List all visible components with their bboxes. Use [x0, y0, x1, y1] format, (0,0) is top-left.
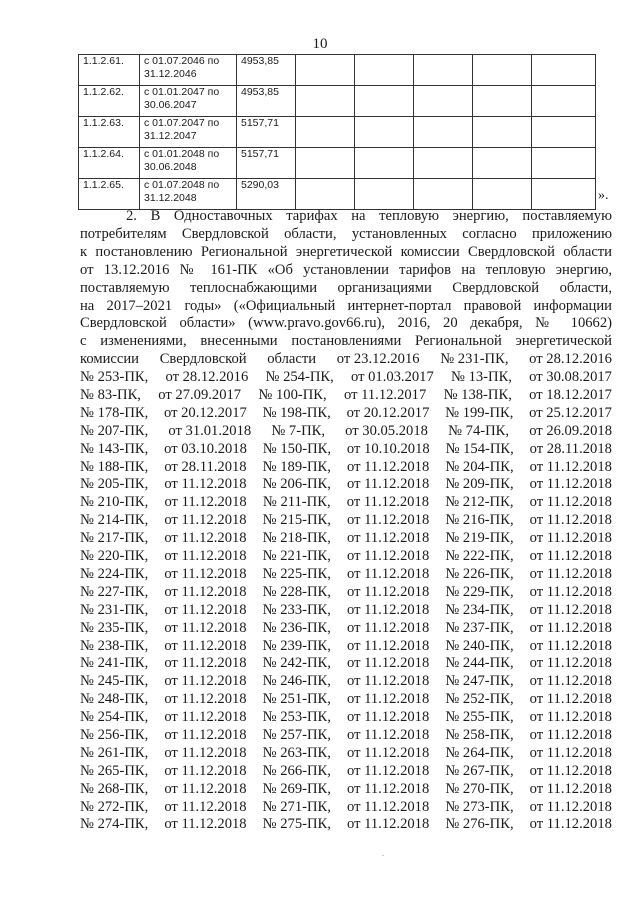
resolution-date: от 11.12.2018	[347, 762, 430, 779]
reference-row	[80, 816, 612, 834]
resolution-date: от 11.12.2018	[346, 494, 430, 511]
reference-row	[80, 512, 612, 530]
ref-token: комиссии	[80, 351, 139, 368]
row-period	[140, 55, 237, 86]
resolution-date: от 11.12.2018	[347, 458, 430, 475]
resolution-number: № 188-ПК,	[80, 458, 149, 475]
reference-row	[80, 566, 612, 584]
table-row	[79, 86, 596, 117]
resolution-number: № 189-ПК,	[262, 458, 331, 475]
resolution-date: от 11.12.2018	[347, 709, 430, 726]
resolution-number: № 256-ПК,	[80, 726, 149, 743]
row-number: 1.1.2.64.	[79, 148, 140, 179]
resolution-number: № 204-ПК,	[445, 458, 514, 475]
tariff-table-body	[79, 55, 596, 210]
resolution-number: № 206-ПК,	[262, 476, 331, 493]
reference-row	[80, 530, 612, 548]
resolution-date: от 11.12.2018	[164, 691, 247, 708]
resolution-number: № 240-ПК,	[445, 637, 514, 654]
resolution-number: № 212-ПК,	[445, 494, 514, 511]
resolution-number: № 226-ПК,	[445, 565, 514, 582]
resolution-date: от 11.12.2018	[164, 637, 247, 654]
period-start: с 01.01.2048 по	[144, 148, 220, 160]
empty-cell	[355, 117, 414, 148]
empty-cell	[296, 86, 355, 117]
resolution-date: от 11.12.2018	[164, 726, 247, 743]
reference-row	[80, 781, 612, 799]
resolution-number: № 218-ПК,	[262, 530, 331, 547]
table-row	[79, 117, 596, 148]
resolution-number: № 254-ПК,	[265, 369, 334, 386]
empty-cell	[296, 117, 355, 148]
resolution-number: № 221-ПК,	[262, 548, 331, 565]
resolution-date: от 11.12.2018	[164, 583, 247, 600]
resolution-number: № 227-ПК,	[80, 583, 149, 600]
table-row	[79, 179, 596, 210]
resolution-date: от 11.12.2018	[164, 548, 247, 565]
resolution-number: № 205-ПК,	[80, 476, 149, 493]
resolution-date: от 11.12.2018	[529, 816, 612, 833]
resolution-number: № 254-ПК,	[80, 709, 149, 726]
resolution-number: № 222-ПК,	[445, 548, 514, 565]
reference-row	[80, 799, 612, 817]
resolution-number: № 268-ПК,	[80, 780, 149, 797]
reference-row	[80, 655, 612, 673]
row-value: 4953,85	[237, 86, 296, 117]
resolution-number: № 267-ПК,	[445, 762, 514, 779]
resolution-date: от 11.12.2018	[347, 744, 430, 761]
resolution-date: от 11.12.2018	[529, 762, 612, 779]
resolution-date: от 11.12.2018	[529, 673, 612, 690]
resolution-number: № 138-ПК,	[443, 387, 512, 404]
resolution-date: от 20.12.2017	[346, 404, 430, 421]
empty-cell	[414, 179, 473, 210]
resolution-date: от 26.09.2018	[529, 422, 612, 439]
resolution-number: № 274-ПК,	[80, 816, 149, 833]
empty-cell	[532, 86, 596, 117]
resolution-date: от 11.12.2018	[529, 512, 612, 529]
resolution-date: от 25.12.2017	[529, 404, 612, 421]
paragraph-line: к постановлению Региональной энергетической комиссии Свердловской области	[80, 243, 612, 260]
resolution-number: № 207-ПК,	[80, 422, 149, 439]
resolution-number: № 83-ПК,	[80, 387, 141, 404]
ref-token: № 231-ПК,	[440, 351, 509, 368]
paragraph-line: 2. В Одноставочных тарифах на тепловую энергию, поставляемую	[126, 208, 612, 224]
resolution-date: от 11.12.2018	[347, 816, 430, 833]
resolution-number: № 215-ПК,	[262, 512, 331, 529]
empty-cell	[473, 86, 532, 117]
empty-cell	[414, 148, 473, 179]
resolution-number: № 234-ПК,	[445, 601, 514, 618]
empty-cell	[355, 86, 414, 117]
empty-cell	[355, 148, 414, 179]
resolution-number: № 242-ПК,	[262, 655, 331, 672]
paragraph-line: на 2017–2021 годы» («Официальный интернет-портал правовой информации	[80, 297, 612, 314]
reference-row	[80, 387, 612, 405]
resolution-date: от 11.12.2018	[347, 601, 430, 618]
resolution-date: от 11.12.2018	[529, 798, 612, 815]
resolution-number: № 247-ПК,	[445, 673, 514, 690]
resolution-date: от 11.12.2018	[529, 583, 612, 600]
reference-row	[80, 441, 612, 459]
reference-row	[80, 369, 612, 387]
resolution-date: от 11.12.2018	[529, 709, 612, 726]
paragraph-line: с изменениями, внесенными постановлениями Региональной энергетической	[80, 333, 612, 350]
empty-cell	[296, 148, 355, 179]
reference-row	[80, 476, 612, 494]
resolution-date: от 30.05.2018	[345, 422, 428, 439]
empty-cell	[414, 55, 473, 86]
reference-row	[80, 763, 612, 781]
table-row	[79, 55, 596, 86]
empty-cell	[414, 117, 473, 148]
row-number: 1.1.2.61.	[79, 55, 140, 86]
resolution-number: № 251-ПК,	[262, 691, 331, 708]
row-number: 1.1.2.63.	[79, 117, 140, 148]
page-number: 10	[312, 36, 328, 52]
resolution-date: от 11.12.2018	[164, 744, 247, 761]
amendment-text	[80, 208, 612, 834]
empty-cell	[296, 179, 355, 210]
reference-row	[80, 548, 612, 566]
resolution-date: от 11.12.2018	[529, 458, 612, 475]
period-end: 31.12.2047	[144, 130, 197, 142]
resolution-date: от 11.12.2018	[529, 726, 612, 743]
resolution-date: от 30.08.2017	[529, 369, 612, 386]
empty-cell	[532, 117, 596, 148]
resolution-number: № 258-ПК,	[445, 726, 514, 743]
resolution-date: от 11.12.2018	[164, 709, 247, 726]
paragraph-line: от 13.12.2016 № 161-ПК «Об установлении тарифов на тепловую энергию,	[80, 261, 612, 278]
resolution-date: от 01.03.2017	[350, 369, 434, 386]
resolution-number: № 276-ПК,	[445, 816, 514, 833]
resolution-number: № 264-ПК,	[445, 744, 514, 761]
empty-cell	[414, 86, 473, 117]
resolution-number: № 220-ПК,	[80, 548, 149, 565]
resolution-date: от 11.12.2018	[347, 583, 430, 600]
period-end: 31.12.2046	[144, 68, 197, 80]
empty-cell	[532, 148, 596, 179]
resolution-number: № 100-ПК,	[258, 387, 327, 404]
resolution-number: № 269-ПК,	[262, 780, 331, 797]
resolution-date: от 11.12.2018	[347, 619, 430, 636]
resolution-date: от 11.12.2018	[347, 476, 430, 493]
resolution-number: № 219-ПК,	[445, 530, 514, 547]
resolution-date: от 11.12.2018	[164, 512, 247, 529]
resolution-date: от 11.12.2018	[347, 798, 430, 815]
resolution-date: от 28.11.2018	[529, 440, 612, 457]
resolution-number: № 238-ПК,	[80, 637, 149, 654]
resolution-date: от 27.09.2017	[158, 387, 242, 404]
resolution-number: № 178-ПК,	[80, 404, 149, 421]
resolution-number: № 235-ПК,	[80, 619, 149, 636]
empty-cell	[532, 55, 596, 86]
row-value: 5157,71	[237, 148, 296, 179]
resolution-number: № 216-ПК,	[445, 512, 514, 529]
row-period	[140, 86, 237, 117]
resolution-date: от 11.12.2018	[529, 494, 612, 511]
empty-cell	[473, 117, 532, 148]
resolution-number: № 253-ПК,	[80, 369, 149, 386]
resolution-date: от 11.12.2018	[164, 619, 247, 636]
resolution-number: № 271-ПК,	[262, 798, 331, 815]
resolution-number: № 266-ПК,	[262, 762, 331, 779]
resolution-number: № 211-ПК,	[262, 494, 331, 511]
row-value: 4953,85	[237, 55, 296, 86]
resolution-number: № 244-ПК,	[445, 655, 514, 672]
resolution-number: № 210-ПК,	[80, 494, 149, 511]
ref-token: области	[267, 351, 317, 368]
resolution-date: от 11.12.2018	[347, 512, 430, 529]
reference-list	[80, 369, 612, 834]
resolution-date: от 11.12.2018	[164, 601, 247, 618]
reference-row	[80, 727, 612, 745]
row-period	[140, 148, 237, 179]
resolution-date: от 28.11.2018	[164, 458, 247, 475]
resolution-number: № 228-ПК,	[262, 583, 331, 600]
resolution-number: № 275-ПК,	[262, 816, 331, 833]
reference-row	[80, 405, 612, 423]
reference-row	[80, 709, 612, 727]
period-start: с 01.07.2047 по	[144, 117, 220, 129]
resolution-number: № 198-ПК,	[262, 404, 331, 421]
reference-row	[80, 351, 612, 369]
reference-row	[80, 602, 612, 620]
resolution-number: № 246-ПК,	[262, 673, 331, 690]
resolution-date: от 11.12.2018	[164, 530, 247, 547]
resolution-date: от 10.10.2018	[346, 440, 430, 457]
empty-cell	[473, 148, 532, 179]
reference-row	[80, 638, 612, 656]
row-number: 1.1.2.62.	[79, 86, 140, 117]
resolution-date: от 11.12.2018	[529, 601, 612, 618]
resolution-number: № 237-ПК,	[445, 619, 514, 636]
resolution-date: от 11.12.2018	[347, 691, 430, 708]
resolution-number: № 255-ПК,	[445, 709, 514, 726]
reference-row	[80, 673, 612, 691]
resolution-date: от 11.12.2018	[347, 637, 430, 654]
table-row	[79, 148, 596, 179]
row-value: 5290,03	[237, 179, 296, 210]
resolution-date: от 11.12.2018	[347, 565, 430, 582]
resolution-number: № 272-ПК,	[80, 798, 149, 815]
ref-token: Свердловской	[159, 351, 247, 368]
resolution-number: № 225-ПК,	[262, 565, 331, 582]
resolution-number: № 233-ПК,	[262, 601, 331, 618]
resolution-number: № 217-ПК,	[80, 530, 149, 547]
resolution-date: от 11.12.2018	[164, 816, 247, 833]
reference-row	[80, 584, 612, 602]
period-start: с 01.07.2048 по	[144, 179, 220, 191]
reference-row	[80, 459, 612, 477]
resolution-date: от 11.12.2018	[164, 565, 247, 582]
resolution-date: от 11.12.2018	[164, 780, 247, 797]
paragraph-line: потребителям Свердловской области, установленных согласно приложению	[80, 225, 612, 242]
empty-cell	[473, 179, 532, 210]
resolution-number: № 229-ПК,	[445, 583, 514, 600]
resolution-number: № 245-ПК,	[80, 673, 149, 690]
reference-row	[80, 620, 612, 638]
resolution-number: № 236-ПК,	[262, 619, 331, 636]
resolution-date: от 11.12.2018	[347, 673, 430, 690]
resolution-date: от 11.12.2018	[164, 762, 247, 779]
resolution-number: № 231-ПК,	[80, 601, 149, 618]
period-start: с 01.01.2047 по	[144, 86, 220, 98]
resolution-date: от 11.12.2017	[344, 387, 427, 404]
resolution-date: от 11.12.2018	[529, 691, 612, 708]
empty-cell	[296, 55, 355, 86]
reference-row	[80, 423, 612, 441]
resolution-number: № 252-ПК,	[445, 691, 514, 708]
scan-speck: .	[382, 848, 385, 858]
resolution-date: от 11.12.2018	[529, 780, 612, 797]
resolution-date: от 11.12.2018	[164, 476, 247, 493]
resolution-date: от 11.12.2018	[347, 548, 430, 565]
resolution-number: № 239-ПК,	[262, 637, 331, 654]
resolution-number: № 265-ПК,	[80, 762, 149, 779]
resolution-number: № 214-ПК,	[80, 512, 149, 529]
empty-cell	[532, 179, 596, 210]
resolution-number: № 199-ПК,	[445, 404, 514, 421]
resolution-date: от 11.12.2018	[529, 530, 612, 547]
period-end: 31.12.2048	[144, 192, 197, 204]
reference-row	[80, 494, 612, 512]
resolution-number: № 253-ПК,	[262, 709, 331, 726]
resolution-date: от 11.12.2018	[529, 744, 612, 761]
resolution-date: от 11.12.2018	[164, 673, 247, 690]
row-period	[140, 179, 237, 210]
resolution-date: от 11.12.2018	[529, 619, 612, 636]
resolution-number: № 248-ПК,	[80, 691, 149, 708]
resolution-date: от 20.12.2017	[164, 404, 247, 421]
paragraph-line: поставляемую теплоснабжающими организациями Свердловской области,	[80, 279, 612, 296]
reference-row	[80, 691, 612, 709]
tariff-table	[78, 54, 596, 210]
resolution-date: от 11.12.2018	[529, 655, 612, 672]
resolution-date: от 28.12.2016	[165, 369, 249, 386]
paragraph-line: Свердловской области» (www.pravo.gov66.ru), 2016, 20 декабря, № 10662)	[80, 315, 612, 332]
resolution-number: № 270-ПК,	[445, 780, 514, 797]
resolution-date: от 31.01.2018	[168, 422, 252, 439]
resolution-date: от 11.12.2018	[347, 780, 430, 797]
resolution-number: № 257-ПК,	[262, 726, 331, 743]
resolution-number: № 7-ПК,	[271, 422, 325, 439]
ref-token: от 23.12.2016	[336, 351, 420, 368]
period-start: с 01.07.2046 по	[144, 55, 220, 67]
row-period	[140, 117, 237, 148]
period-end: 30.06.2047	[144, 99, 197, 111]
resolution-date: от 11.12.2018	[529, 637, 612, 654]
resolution-number: № 263-ПК,	[262, 744, 331, 761]
period-end: 30.06.2048	[144, 161, 197, 173]
resolution-date: от 11.12.2018	[164, 494, 247, 511]
empty-cell	[355, 55, 414, 86]
resolution-number: № 143-ПК,	[80, 440, 149, 457]
resolution-number: № 209-ПК,	[445, 476, 514, 493]
table-closing-quote: ».	[598, 188, 609, 203]
resolution-date: от 03.10.2018	[164, 440, 247, 457]
resolution-number: № 154-ПК,	[445, 440, 514, 457]
ref-token: от 28.12.2016	[529, 351, 612, 368]
resolution-number: № 273-ПК,	[445, 798, 514, 815]
resolution-date: от 11.12.2018	[529, 476, 612, 493]
resolution-date: от 11.12.2018	[347, 726, 430, 743]
resolution-number: № 261-ПК,	[80, 744, 149, 761]
resolution-number: № 13-ПК,	[451, 369, 512, 386]
empty-cell	[473, 55, 532, 86]
resolution-date: от 11.12.2018	[529, 565, 612, 582]
empty-cell	[355, 179, 414, 210]
row-number: 1.1.2.65.	[79, 179, 140, 210]
resolution-number: № 224-ПК,	[80, 565, 149, 582]
resolution-number: № 150-ПК,	[262, 440, 332, 457]
resolution-date: от 11.12.2018	[164, 655, 247, 672]
resolution-number: № 74-ПК,	[448, 422, 510, 439]
resolution-date: от 11.12.2018	[347, 655, 430, 672]
resolution-date: от 18.12.2017	[529, 387, 612, 404]
resolution-number: № 241-ПК,	[80, 655, 149, 672]
reference-row	[80, 745, 612, 763]
row-value: 5157,71	[237, 117, 296, 148]
resolution-date: от 11.12.2018	[164, 798, 247, 815]
resolution-date: от 11.12.2018	[347, 530, 430, 547]
resolution-date: от 11.12.2018	[529, 548, 612, 565]
